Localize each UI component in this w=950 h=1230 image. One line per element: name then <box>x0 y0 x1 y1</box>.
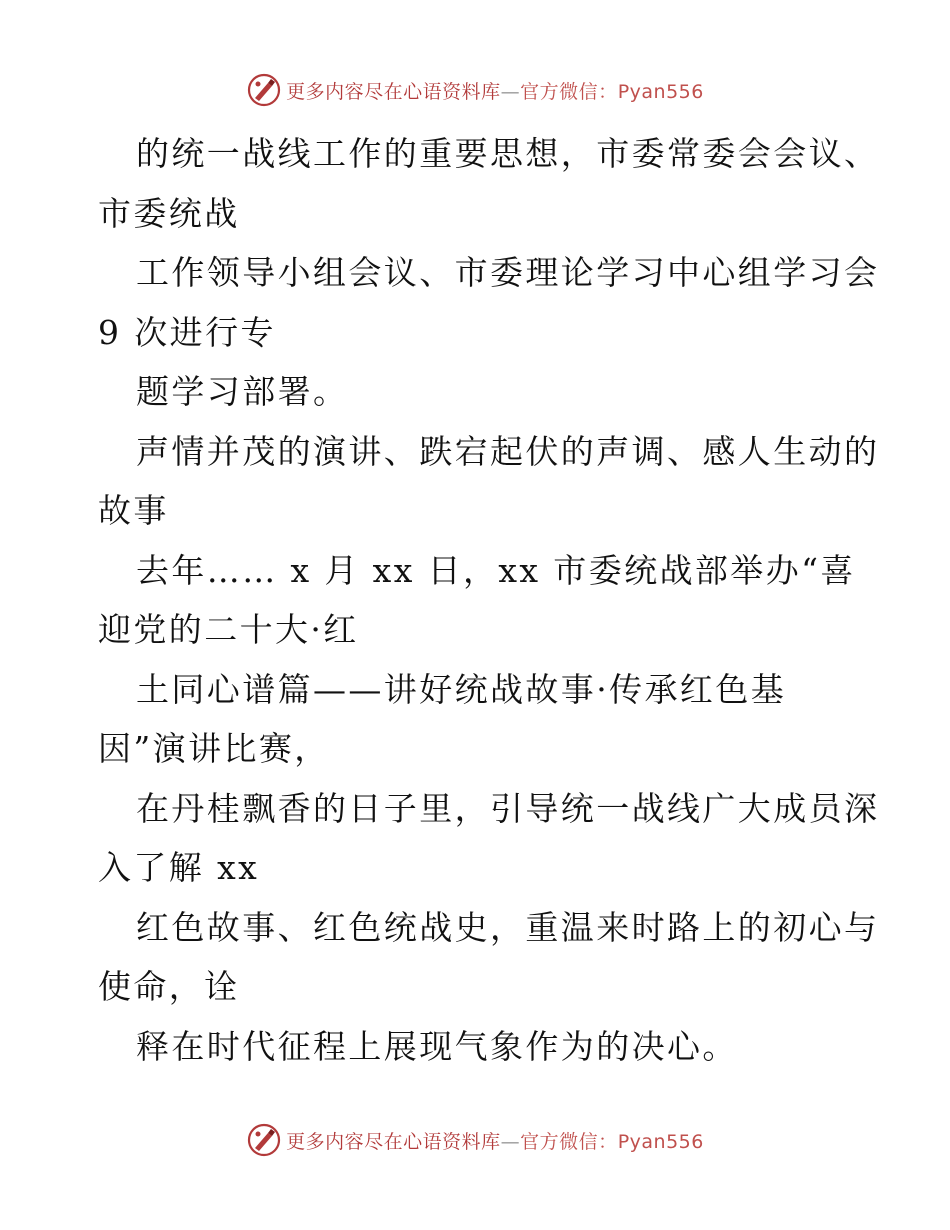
document-line: 入了解 xx <box>98 848 260 887</box>
document-line: 红色故事、红色统战史，重温来时路上的初心与 <box>136 907 880 947</box>
pen-circle-logo-icon <box>246 1122 282 1158</box>
pen-circle-logo-icon <box>246 72 282 108</box>
banner-separator: — <box>500 80 521 103</box>
banner-separator: — <box>500 1130 521 1153</box>
document-line: 声情并茂的演讲、跌宕起伏的声调、感人生动的 <box>136 431 880 471</box>
document-line: 题学习部署。 <box>136 372 349 411</box>
footer-banner-text <box>286 1127 704 1154</box>
document-line: 去年…… x 月 xx 日，xx 市委统战部举办“喜 <box>136 550 856 590</box>
document-line: 土同心谱篇——讲好统战故事·传承红色基 <box>136 669 787 709</box>
banner-wechat-label: 官方微信： <box>520 80 618 103</box>
header-banner-text <box>286 77 704 104</box>
document-line: 故事 <box>98 491 169 530</box>
document-body <box>98 124 880 1076</box>
document-line: 9 次进行专 <box>98 312 276 352</box>
document-line: 因”演讲比赛， <box>98 729 330 768</box>
document-line: 市委统战 <box>98 193 240 233</box>
document-line: 释在时代征程上展现气象作为的决心。 <box>136 1026 738 1066</box>
header-banner <box>0 70 950 110</box>
banner-wechat-id: Pyan556 <box>617 80 704 103</box>
banner-main-text: 更多内容尽在心语资料库 <box>286 1130 501 1153</box>
banner-wechat-id: Pyan556 <box>617 1130 704 1153</box>
banner-main-text: 更多内容尽在心语资料库 <box>286 80 501 103</box>
document-line: 迎党的二十大·红 <box>98 610 359 649</box>
footer-banner <box>0 1120 950 1160</box>
document-line: 工作领导小组会议、市委理论学习中心组学习会 <box>136 253 880 292</box>
document-line: 使命，诠 <box>98 967 240 1006</box>
banner-wechat-label: 官方微信： <box>520 1130 618 1153</box>
document-line: 在丹桂飘香的日子里，引导统一战线广大成员深 <box>136 788 880 828</box>
document-line: 的统一战线工作的重要思想，市委常委会会议、 <box>136 134 880 173</box>
